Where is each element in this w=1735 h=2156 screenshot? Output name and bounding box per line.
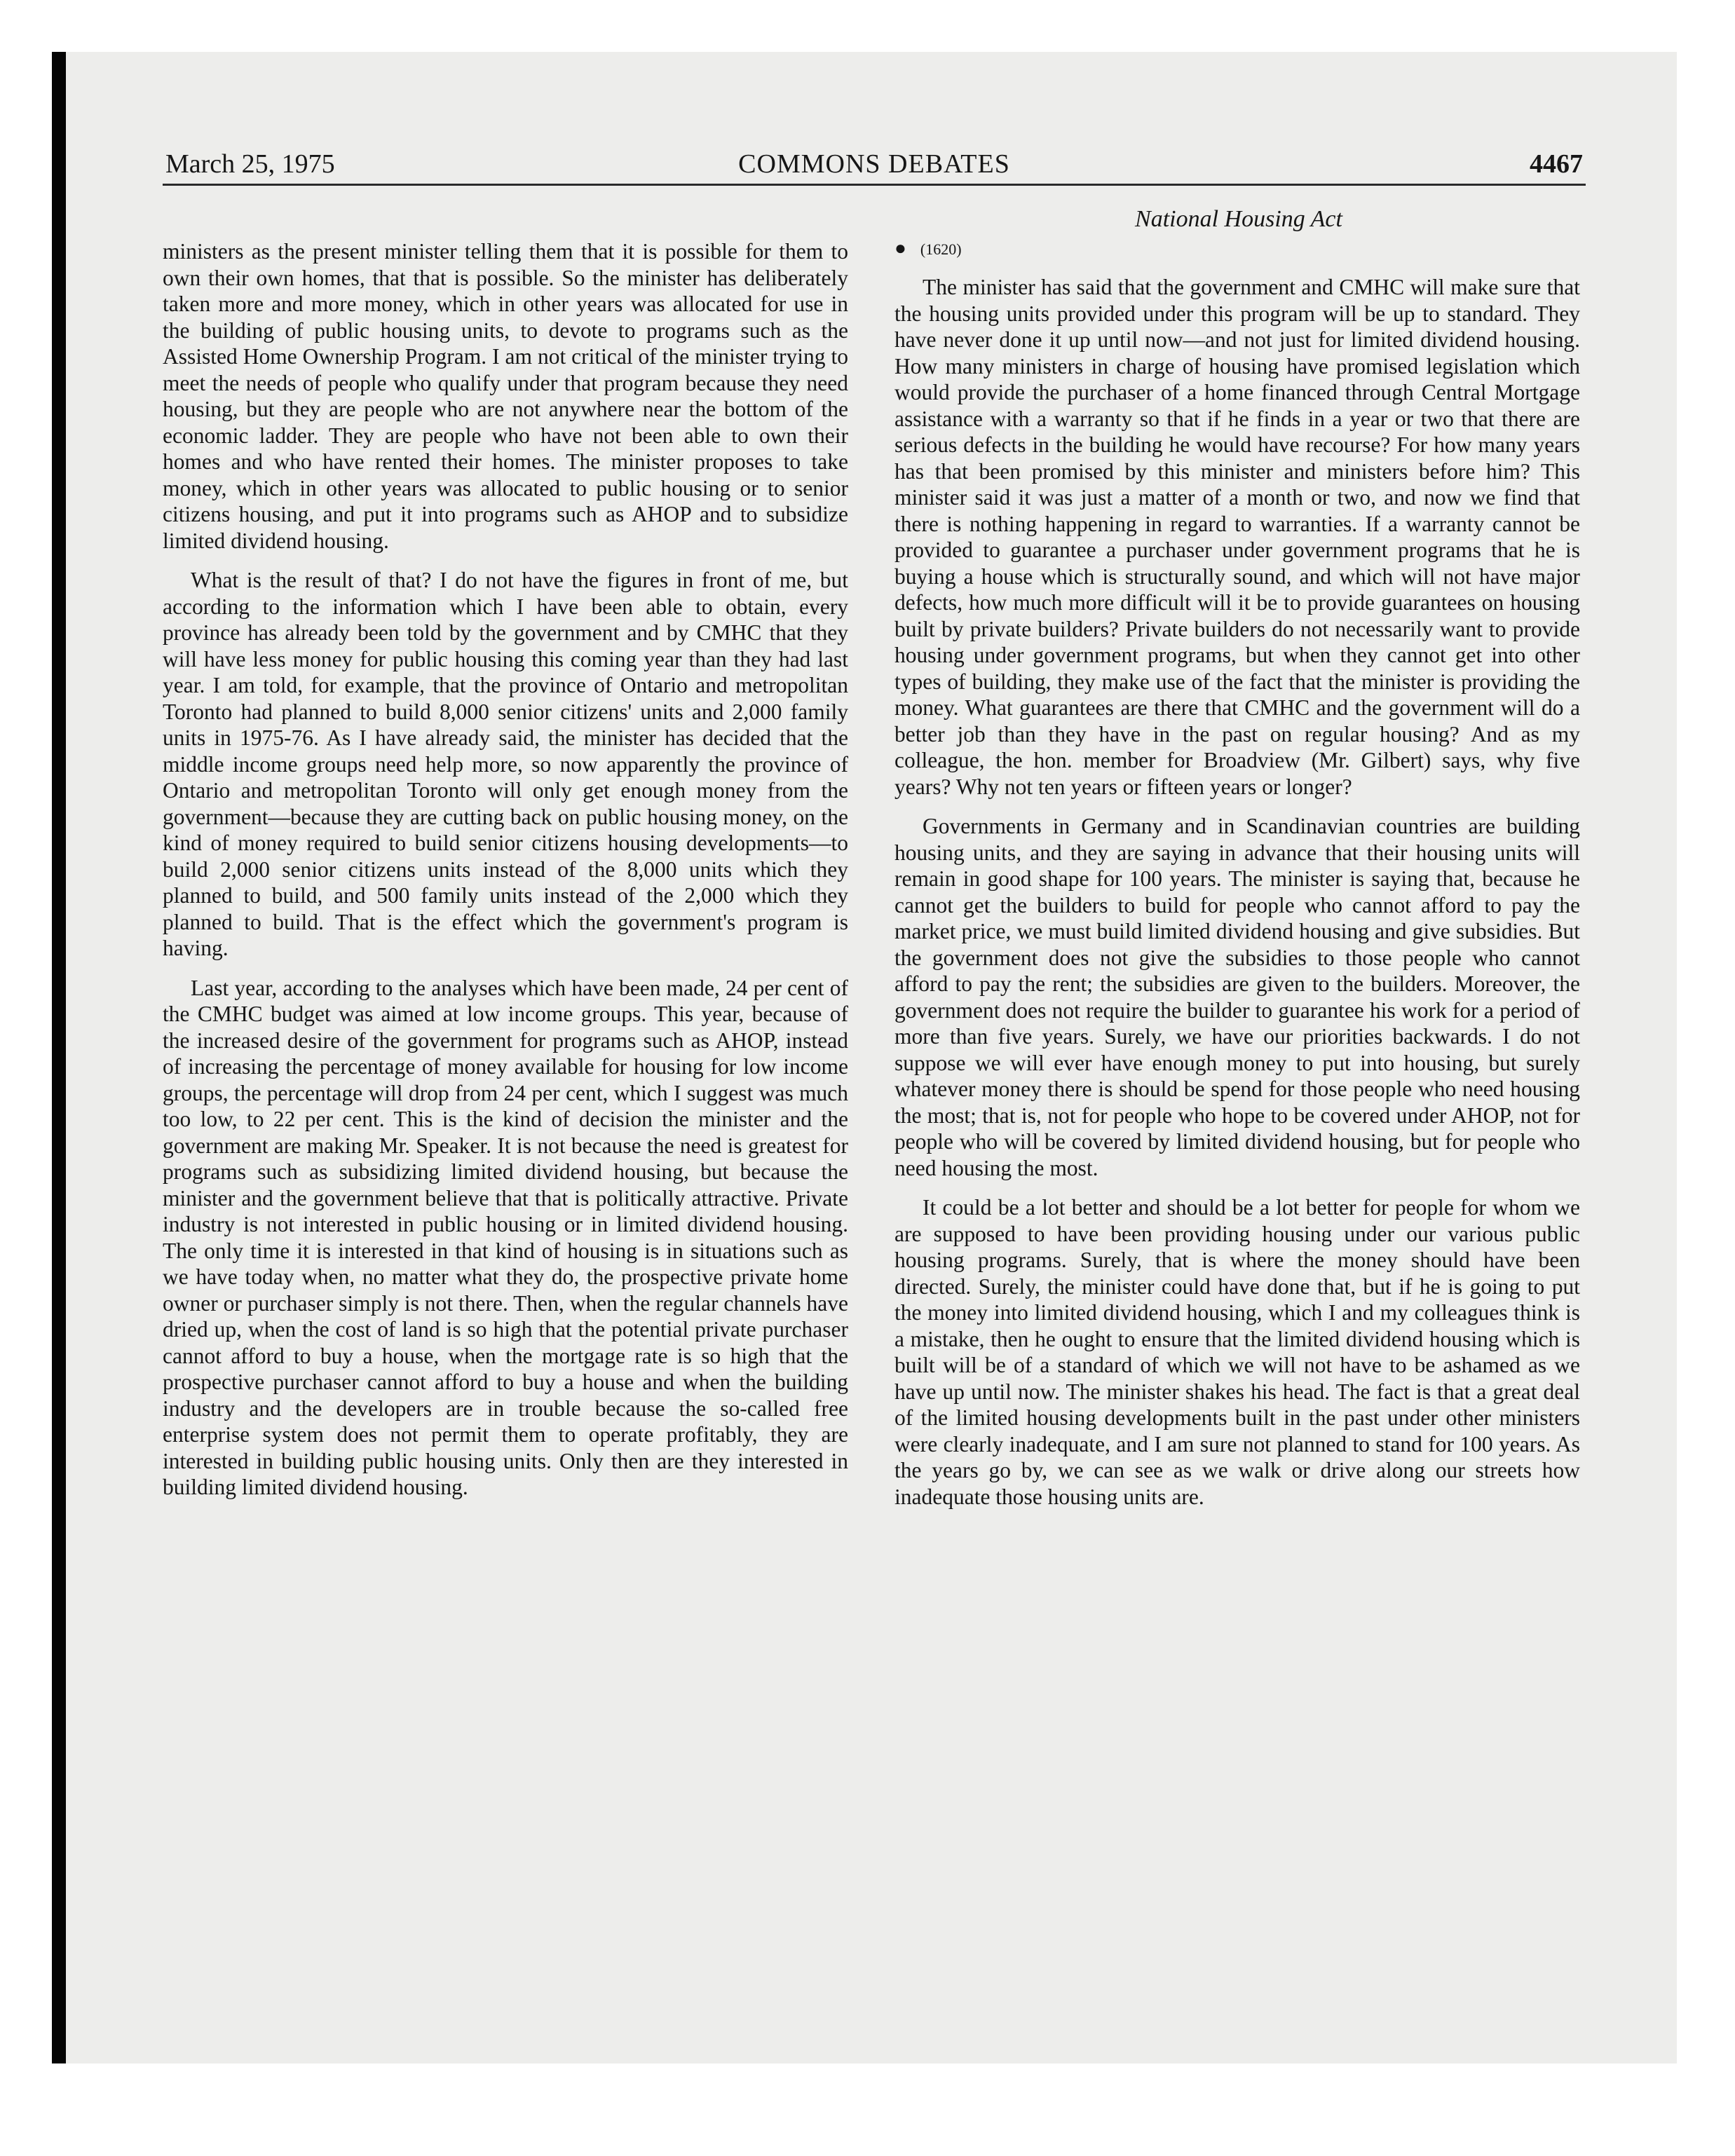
right-column bbox=[894, 238, 1580, 1523]
time-marker bbox=[894, 238, 1580, 260]
header-page-number: 4467 bbox=[1530, 149, 1583, 179]
bullet-icon: ● bbox=[894, 238, 906, 259]
paragraph: ministers as the present minister telling them that it is possible for them to own their own homes, that that is possible. So the minister has deliberately taken more and more money, which in other years was allocated for use in the building of public housing units, to devote to programs such as the Assisted Home Ownership Program. I am not critical of the minister trying to meet the needs of people who qualify under that program because they need housing, but they are people who are not anywhere near the bottom of the economic ladder. They are people who have not been able to own their homes and who have rented their homes. The minister proposes to take money, which in other years was allocated to public housing or to senior citizens housing, and put it into programs such as AHOP and to subsidize limited dividend housing. bbox=[163, 239, 848, 553]
paragraph: The minister has said that the government and CMHC will make sure that the housing units provided under this program will be up to standard. They have never done it up until now—and not just for limited dividend housing. How many ministers in charge of housing have promised legislation which would provide the purchaser of a home financed through Central Mortgage assistance with a warranty so that if he finds in a year or two that there are serious defects in the building he would have recourse? For how many years has that been promised by this minister and ministers before him? This minister said it was just a matter of a month or two, and now we find that there is nothing happening in regard to warranties. If a warranty cannot be provided to guarantee a purchaser under government programs that he is buying a house which is structurally sound, and which will not have major defects, how much more difficult will it be to provide guarantees on housing built by private builders? Private builders do not necessarily want to provide housing under government programs, but when they cannot get into other types of building, they make use of the fact that the minister is providing the money. What guarantees are there that CMHC and the government will do a better job than they have in the past on regular housing? And as my colleague, the hon. member for Broadview (Mr. Gilbert) says, why five years? Why not ten years or fifteen years or longer? bbox=[894, 275, 1580, 799]
running-head: National Housing Act bbox=[1135, 206, 1342, 232]
scan-edge bbox=[52, 52, 66, 2063]
page-header bbox=[165, 144, 1583, 184]
paragraph: Governments in Germany and in Scandinavian countries are building housing units, and they are saying in advance that their housing units will remain in good shape for 100 years. The minister is saying that, because he cannot get the builders to build for people who cannot afford to pay the market price, we must build limited dividend housing and give subsidies. But the government does not give the subsidies to those people who cannot afford to pay the rent; the subsidies are given to the builders. Moreover, the government does not require the builder to guarantee his work for a period of more than five years. Surely, we have our priorities backwards. I do not suppose we will ever have enough money to put into housing, but surely whatever money there is should be spend for those people who need housing the most; that is, not for people who hope to be covered under AHOP, not for people who will be covered by limited dividend housing, but for people who need housing the most. bbox=[894, 814, 1580, 1180]
header-rule bbox=[163, 184, 1586, 186]
paragraph: Last year, according to the analyses which have been made, 24 per cent of the CMHC budget was aimed at low income groups. This year, because of the increased desire of the government for programs such as AHOP, instead of increasing the percentage of money available for housing for low income groups, the percentage will drop from 24 per cent, which I suggest was much too low, to 22 per cent. This is the kind of decision the minister and the government are making Mr. Speaker. It is not because the need is greatest for programs such as subsidizing limited dividend housing, but because the minister and the government believe that that is politically attractive. Private industry is not interested in public housing or in limited dividend housing. The only time it is interested in that kind of housing is in situations such as we have today when, no matter what they do, the prospective private home owner or purchaser simply is not there. Then, when the regular channels have dried up, when the cost of land is so high that the potential private purchaser cannot afford to buy a house, when the mortgage rate is so high that the prospective purchaser cannot afford to buy a house and when the building industry and the developers are in trouble because the so-called free enterprise system does not permit them to operate profitably, they are interested in building public housing units. Only then are they interested in building limited dividend housing. bbox=[163, 975, 848, 1499]
header-title: COMMONS DEBATES bbox=[738, 149, 1010, 179]
paragraph: It could be a lot better and should be a lot better for people for whom we are supposed to have been providing housing under our various public housing programs. Surely, that is where the money should have been directed. Surely, the minister could have done that, but if he is going to put the money into limited dividend housing, which I and my colleagues think is a mistake, then he ought to ensure that the limited dividend housing which is built will be of a standard of which we will not have to be ashamed as we have up until now. The minister shakes his head. The fact is that a great deal of the limited housing developments built in the past under other ministers were clearly inadequate, and I am sure not planned to stand for 100 years. As the years go by, we can see as we walk or drive along our streets how inadequate those housing units are. bbox=[894, 1195, 1580, 1509]
left-column bbox=[163, 238, 848, 1514]
time-marker-text: (1620) bbox=[920, 240, 962, 258]
header-date: March 25, 1975 bbox=[165, 149, 335, 179]
paragraph: What is the result of that? I do not have the figures in front of me, but according to the information which I have been able to obtain, every province has already been told by the government and by CMHC that they will have less money for public housing this coming year than they had last year. I am told, for example, that the province of Ontario and metropolitan Toronto had planned to build 8,000 senior citizens' units and 2,000 family units in 1975-76. As I have already said, the minister has decided that the middle income groups need help more, so now apparently the province of Ontario and metropolitan Toronto will only get enough money from the government—because they are cutting back on public housing money, on the kind of money required to build senior citizens housing developments—to build 2,000 senior citizens units instead of the 8,000 units which they planned to build, and 500 family units instead of the 2,000 which they planned to build. That is the effect which the government's program is having. bbox=[163, 568, 848, 960]
